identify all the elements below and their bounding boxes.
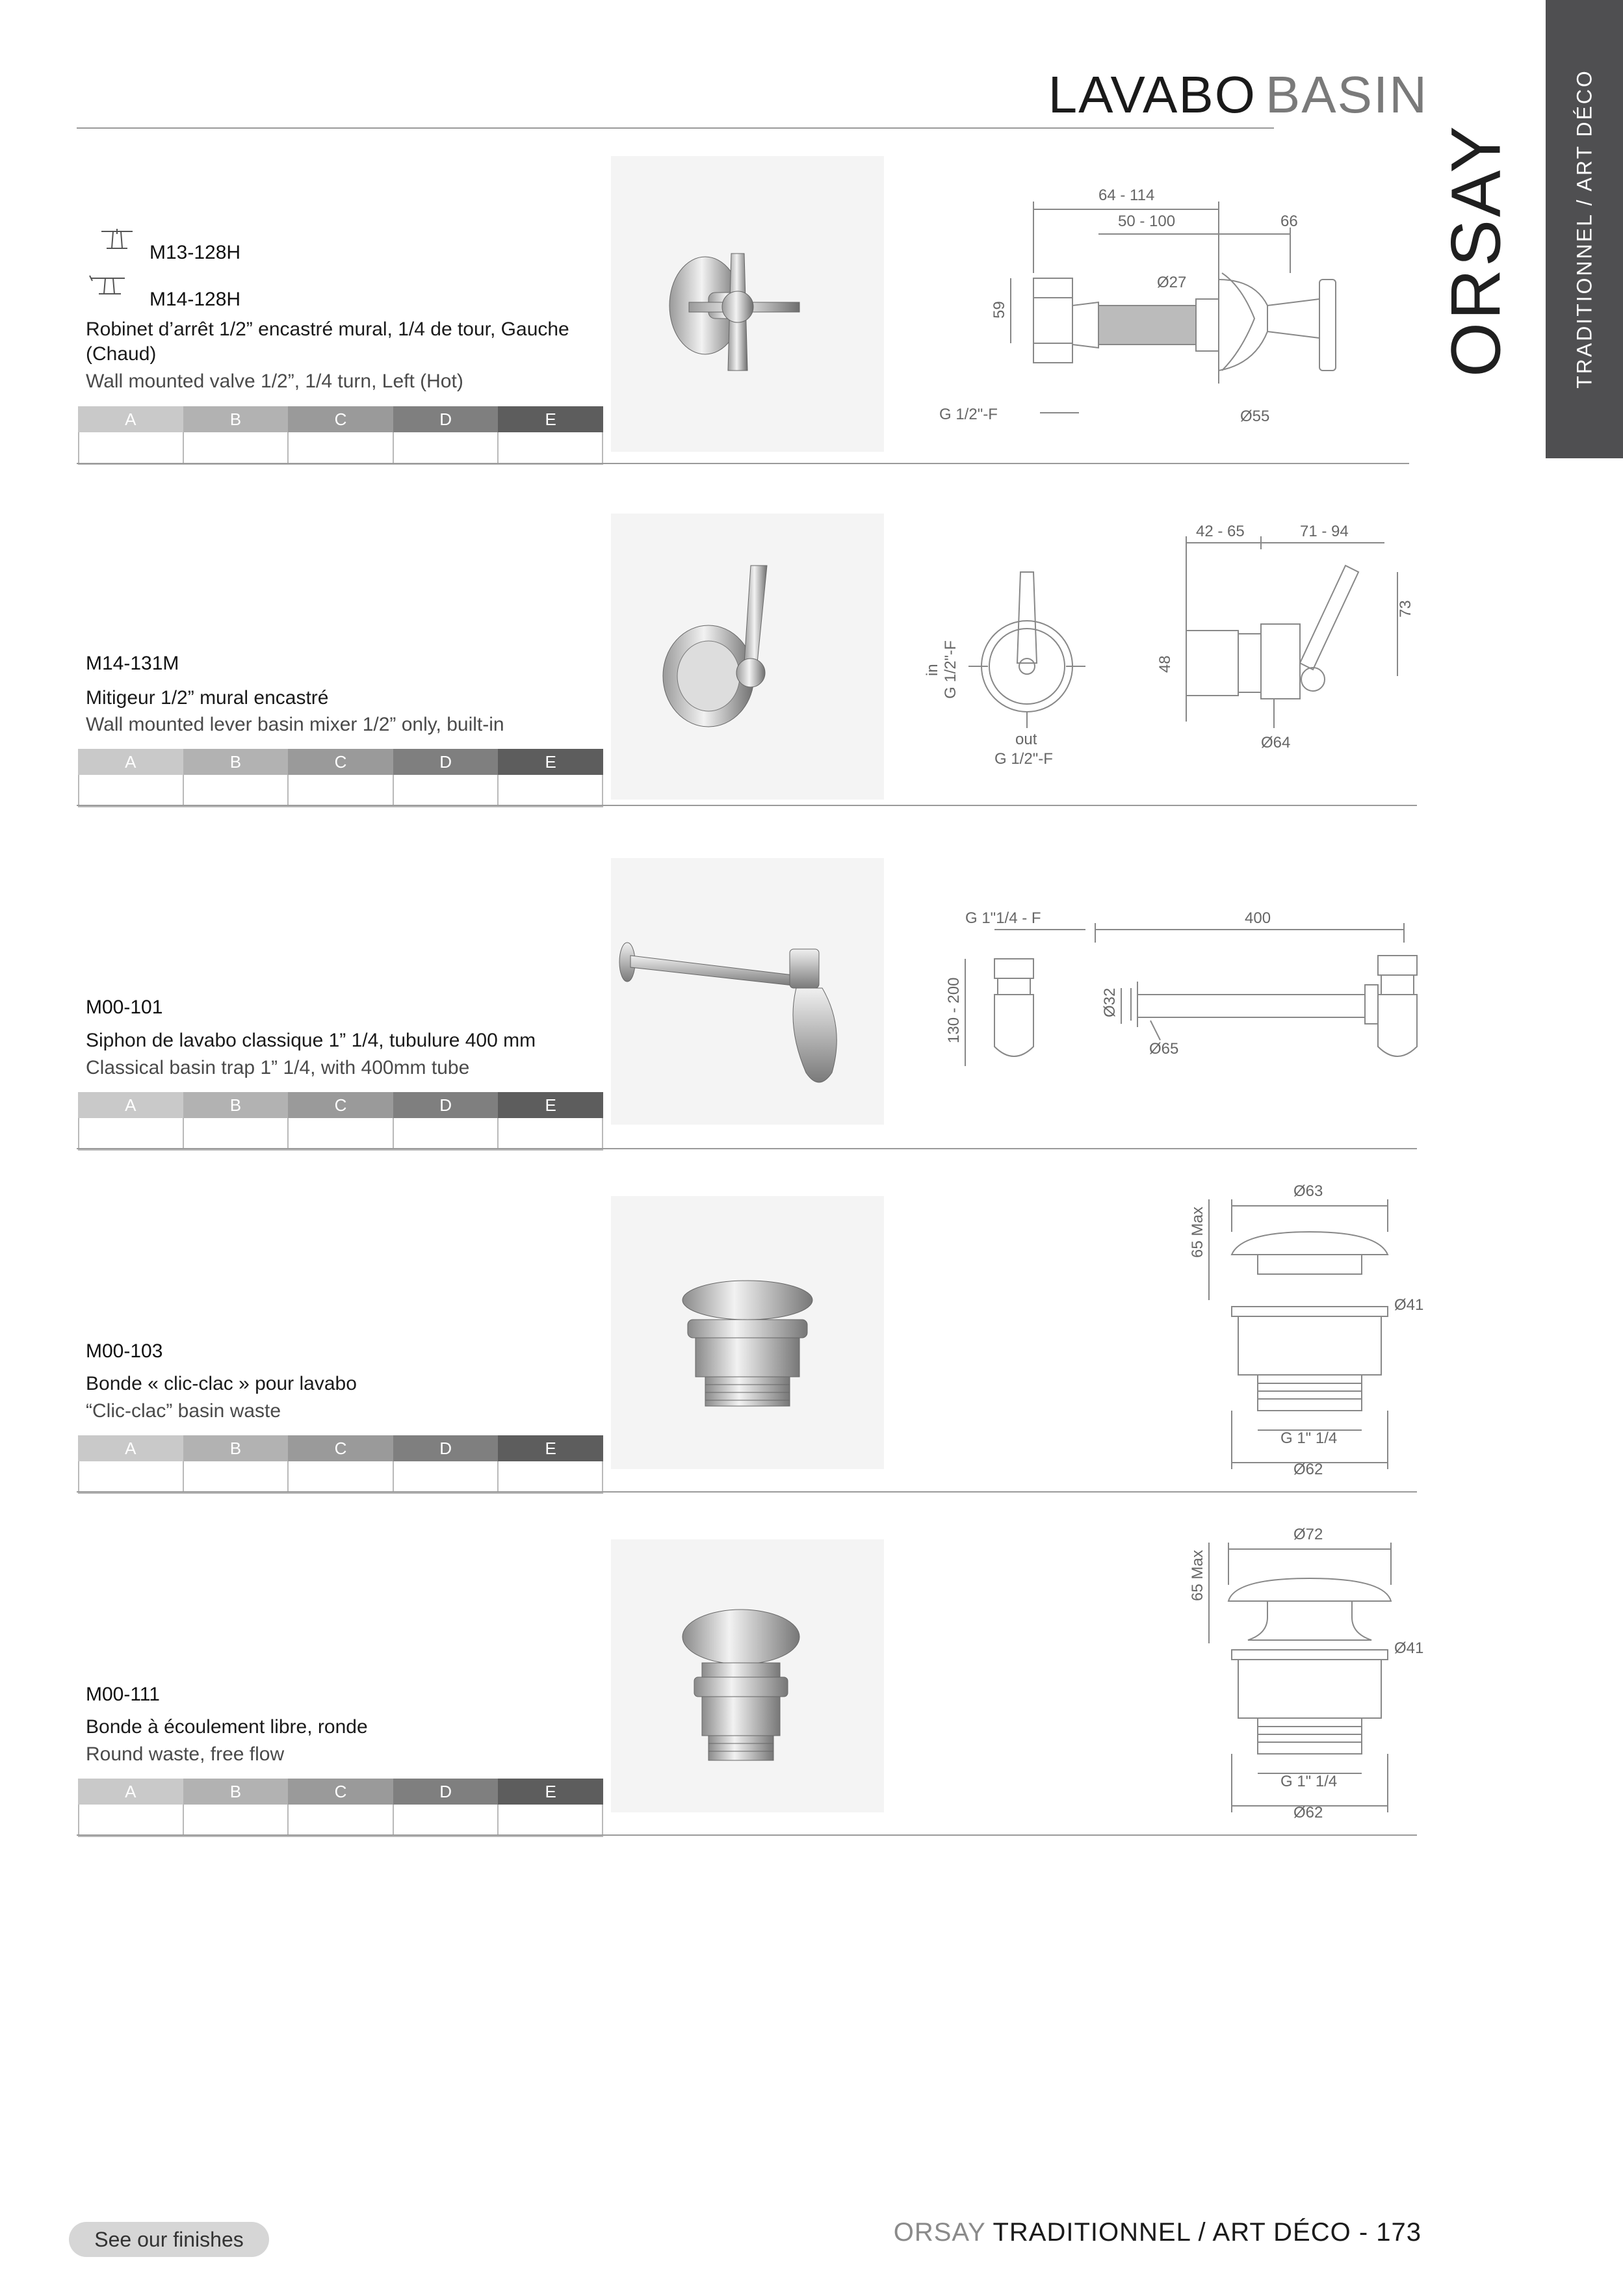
section-divider (77, 1491, 1417, 1493)
description-en: Round waste, free flow (86, 1743, 285, 1765)
dim-label: G 1" 1/4 (1280, 1773, 1338, 1790)
technical-drawing (1170, 1177, 1430, 1476)
footer-collection: TRADITIONNEL / ART DÉCO - 173 (993, 2218, 1422, 2247)
section-divider (77, 1834, 1417, 1836)
technical-drawing (929, 182, 1436, 429)
product-photo (611, 1539, 884, 1812)
finish-a: A (78, 406, 183, 432)
dim-label: 65 Max (1189, 1207, 1206, 1258)
finish-a: A (78, 1779, 183, 1805)
footer-label (894, 2218, 1422, 2247)
dim-label: 65 Max (1189, 1550, 1206, 1601)
dim-label: 48 (1156, 655, 1174, 673)
cross-handle-icon (97, 229, 136, 259)
dim-label: Ø65 (1149, 1040, 1179, 1058)
product-photo (611, 858, 884, 1125)
dim-label: Ø64 (1261, 734, 1291, 751)
dim-label: 66 (1280, 213, 1298, 230)
finish-a: A (78, 1092, 183, 1118)
footer-brand: ORSAY (893, 2218, 986, 2247)
finish-b: B (183, 1779, 289, 1805)
finish-c: C (288, 406, 393, 432)
dim-label: Ø32 (1101, 987, 1119, 1017)
product-code: M00-101 (86, 997, 163, 1018)
dim-label: out (1015, 731, 1037, 748)
dim-label: G 1"1/4 - F (965, 909, 1041, 927)
dim-label: 71 - 94 (1300, 523, 1349, 540)
finish-d: D (393, 1435, 499, 1461)
finish-table (78, 1092, 603, 1151)
dim-label: Ø55 (1240, 408, 1270, 425)
finish-c: C (288, 1779, 393, 1805)
product-code: M13-128H (149, 242, 241, 263)
brand-vertical: ORSAY (1436, 123, 1515, 378)
technical-drawing (924, 514, 1436, 774)
dim-label: G 1/2"-F (994, 750, 1053, 768)
finish-b: B (183, 1092, 289, 1118)
finish-table (78, 749, 603, 807)
dim-label: 42 - 65 (1196, 523, 1245, 540)
product-code: M00-103 (86, 1340, 163, 1362)
dim-label: Ø62 (1293, 1461, 1323, 1478)
section-divider (77, 463, 1409, 464)
description-fr: Bonde à écoulement libre, ronde (86, 1716, 368, 1738)
finish-table (78, 406, 603, 465)
product-photo (611, 156, 884, 452)
description-en: “Clic-clac” basin waste (86, 1400, 281, 1422)
finish-a: A (78, 1435, 183, 1461)
description-en: Classical basin trap 1” 1/4, with 400mm tube (86, 1057, 470, 1078)
dim-label: Ø27 (1157, 274, 1187, 291)
dim-label: Ø41 (1394, 1639, 1424, 1657)
lever-handle-icon (88, 273, 130, 303)
section-divider (77, 1148, 1417, 1149)
finish-d: D (393, 749, 499, 775)
technical-drawing (1170, 1520, 1430, 1819)
dim-label: 50 - 100 (1118, 213, 1176, 230)
technical-drawing (929, 904, 1436, 1099)
dim-label: G 1/2"-F (942, 640, 959, 699)
page-title (1048, 65, 1428, 125)
dim-label: 400 (1245, 909, 1271, 927)
product-code: M14-128H (149, 289, 241, 310)
dim-label: in (924, 664, 941, 676)
description-fr: Robinet d’arrêt 1/2” encastré mural, 1/4 de tour, Gauche (Chaud) (86, 319, 569, 365)
dim-label: Ø62 (1293, 1804, 1323, 1821)
finish-d: D (393, 1092, 499, 1118)
finish-e: E (498, 1435, 603, 1461)
description-fr: Mitigeur 1/2” mural encastré (86, 687, 329, 709)
finish-e: E (498, 749, 603, 775)
finish-e: E (498, 406, 603, 432)
product-photo (611, 514, 884, 800)
section-divider (77, 805, 1417, 806)
finish-b: B (183, 1435, 289, 1461)
header-rule (77, 127, 1274, 129)
see-finishes-button[interactable]: See our finishes (69, 2222, 269, 2257)
side-tab-label: TRADITIONNEL / ART DÉCO (1572, 69, 1596, 389)
finish-d: D (393, 1779, 499, 1805)
dim-label: 59 (991, 301, 1008, 319)
finish-d: D (393, 406, 499, 432)
finish-b: B (183, 749, 289, 775)
product-code: M00-111 (86, 1684, 160, 1705)
description-fr: Siphon de lavabo classique 1” 1/4, tubulure 400 mm (86, 1030, 536, 1051)
dim-label: G 1/2"-F (939, 406, 998, 423)
description-en: Wall mounted valve 1/2”, 1/4 turn, Left (Hot) (86, 371, 463, 392)
product-code: M14-131M (86, 653, 179, 674)
dim-label: 130 - 200 (945, 977, 963, 1043)
finish-c: C (288, 749, 393, 775)
finish-c: C (288, 1435, 393, 1461)
dim-label: 64 - 114 (1098, 187, 1155, 204)
title-fr: LAVABO (1048, 66, 1256, 124)
product-photo (611, 1196, 884, 1469)
finish-a: A (78, 749, 183, 775)
finish-b: B (183, 406, 289, 432)
dim-label: 73 (1397, 600, 1414, 618)
description-en: Wall mounted lever basin mixer 1/2” only, built-in (86, 714, 504, 735)
description-fr: Bonde « clic-clac » pour lavabo (86, 1373, 357, 1394)
title-en: BASIN (1265, 66, 1428, 124)
dim-label: Ø41 (1394, 1296, 1424, 1314)
finish-table (78, 1435, 603, 1494)
finish-c: C (288, 1092, 393, 1118)
dim-label: G 1" 1/4 (1280, 1429, 1338, 1447)
finish-e: E (498, 1779, 603, 1805)
dim-label: Ø63 (1293, 1182, 1323, 1200)
dim-label: Ø72 (1293, 1526, 1323, 1543)
finish-table (78, 1779, 603, 1837)
finish-e: E (498, 1092, 603, 1118)
